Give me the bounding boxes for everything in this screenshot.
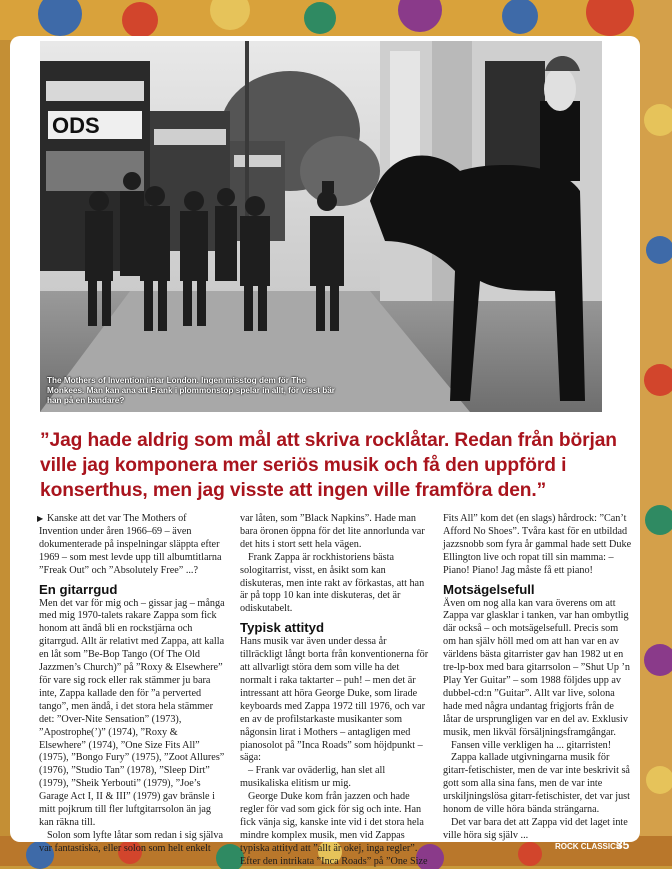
subheading-motsagelsefull: Motsägelsefull xyxy=(443,581,535,597)
photo-caption: The Mothers of Invention intar London. Ingen misstog dem för The Monkees. Man kan ana att Frank i plommonstop spelar in allt, för visst bär han på en bandare? xyxy=(47,376,335,405)
pull-quote: ”Jag hade aldrig som mål att skriva rocklåtar. Redan från början ville jag komponera mer seriös musik och få den uppförd i konserthus, men jag visste att ingen ville framföra den.” xyxy=(40,430,617,501)
page-number: 35 xyxy=(616,838,630,852)
paragraph: Men det var för mig och – gissar jag – många med mig 1970-talets rakare Zappa som fick honom att ändå bli en rockstjärna och gitarrgud. Allt är relativt med Zappa, att kalla en låt som ”Be-Bop Tango (Of The Old Jazzmen’s Church)” på ”Roxy & Elsewhere” för vare sig rock eller rak stämmer ju bara inte, Zappa kallade den för ”a perverted tango”, men ändå, i det stora hela stämmer det: ”Over-Nite Sensation” (1973), ”Apostrophe(’)” (1974), ”Roxy & Elsewhere” (1974), ”One Size Fits All” (1975), ”Bongo Fury” (1975), ”Zoot Allures” (1976), ”Studio Tan” (1978), ”Sleep Dirt” (1979), ”Sheik Yerbouti” (1979), ”Joe’s Garage Act I, II & III” (1979) gav bränsle i mitt pojkrum till fler luftgitarrsolon än jag kan räkna till. xyxy=(39,597,225,828)
intro-paragraph: Kanske att det var The Mothers of Invention under åren 1966–69 – även dokumenterade på inspelningar släppta efter 1969 – som mest levde upp till albumtitlarna ”Freak Out” och ”Absolutely Free” ...? xyxy=(39,513,222,576)
bus-sign: ODS xyxy=(52,113,100,138)
paragraph: Frank Zappa är rockhistoriens bästa sologitarrist, visst, en åsikt som kan diskuteras, men inte rakt av förkastas, att han är på topp 10 kan inte diskuteras, det är odiskutabelt. xyxy=(240,551,425,615)
paragraph: Det var bara det att Zappa vid det laget inte ville höra sig själv ... xyxy=(443,816,628,841)
magazine-brand: ROCK CLASSICS xyxy=(555,842,622,851)
band-photo xyxy=(40,41,602,412)
paragraph: Hans musik var även under dessa år tillräckligt långt borta från konventionerna för att allvarligt störa dem som ville ha det normalt i raka taktarter – puh! – men det är intressant att höra George Duke, som lirade keyboards med Zappa 1972 till 1976, och var en av de profilstarkaste musikanter som någonsin lirat i Mothers – antagligen med pianosolot på ”Inca Roads” som höjdpunkt – säga: xyxy=(240,636,429,764)
paragraph: Även om nog alla kan vara överens om att Zappa var glasklar i tanken, var han ombytlig där också – och motsägelsefull. Precis som om han själv höll med om att han var en av världens bästa gitarrister gav han 1982 ut en tre-lp-box med bara gitarrsolon – ”Shut Up ’n Play Yer Guitar” – som 1988 följdes upp av dubbel-cd:n ”Guitar”. Allt var live, solona hade med några undantag frigjorts från de låtar de ursprungligen var en del av. Exklusiv musik, men likväl försäljningsframgångar. xyxy=(443,597,631,738)
paragraph: Fansen ville verkligen ha ... gitarristen! xyxy=(451,739,612,751)
arrow-icon: ▶ xyxy=(37,514,44,523)
paragraph: – Frank var oväderlig, han slet all musikaliska elitism ur mig. xyxy=(240,765,386,790)
text-column-2 xyxy=(240,513,430,869)
subheading-typisk-attityd: Typisk attityd xyxy=(240,620,325,636)
paragraph: Fits All” kom det (en slags) hårdrock: ”Can’t Afford No Shoes”. Tvåra kast för en utbildad jazzsnobb som fyra år gammal hade sett Duke Ellington live och ropat till sin mamma: – Piano! Piano! Jag måste få ett piano! xyxy=(443,513,632,576)
paragraph: George Duke kom från jazzen och hade regler för vad som gick för sig och inte. Han fick vänja sig, kanske inte vid i det stora hela mindre komplex musik, men vid Zappas typiska attityd att ”allt är okej, inga regler”. Efter den intrikata ”Inca Roads” på ”One Size xyxy=(240,791,428,867)
paragraph: Zappa kallade utgivningarna musik för gitarr-fetischister, men de var inte beskrivit så gott som alla sina fans, men de var inte urskiljningslösa gitarr-fetischister, det var just honom de ville höra bända strängarna. xyxy=(443,752,630,816)
paragraph: var låten, som ”Black Napkins”. Hade man bara öronen öppna för det lite annorlunda var det hits i stort sett hela vägen. xyxy=(240,513,425,550)
text-column-3 xyxy=(443,513,633,843)
text-column-1 xyxy=(39,513,227,856)
paragraph: Solon som lyfte låtar som redan i sig själva var fantastiska, eller solon som helt enkelt xyxy=(39,829,223,854)
subheading-en-gitarrgud: En gitarrgud xyxy=(39,581,118,597)
